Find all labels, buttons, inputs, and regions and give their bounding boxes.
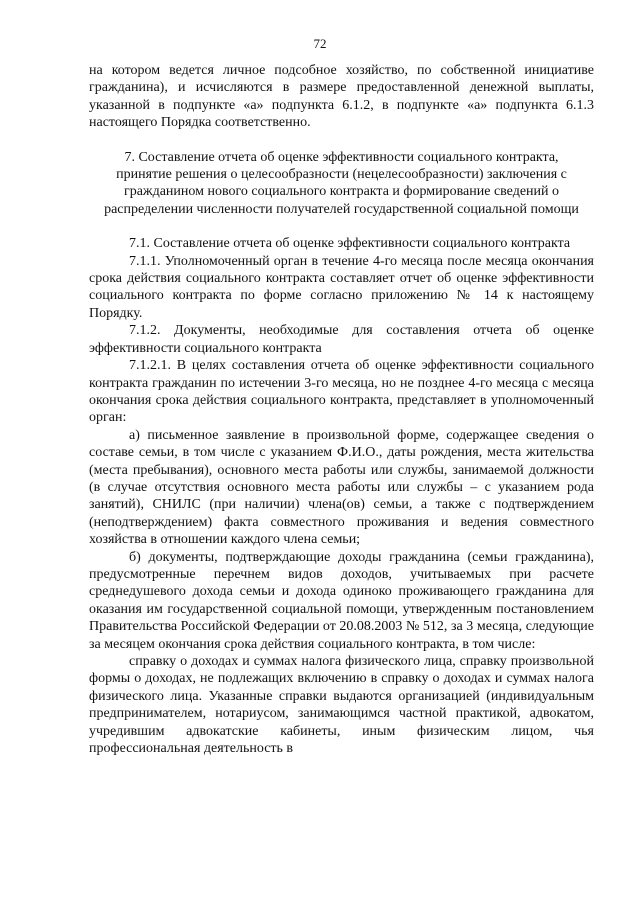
list-item-a: а) письменное заявление в произвольной форме, содержащее сведения о составе семьи, в том числе с указанием Ф.И.О., даты рождения, места жительства (места пребывания), основного места работы или службы, занимаемой должности (в случае отсутствия основного места работы или службы – с указанием рода занятий), СНИЛС (при наличии) члена(ов) семьи, а также с подтверждением (неподтверждением) факта совместного проживания и ведения совместного хозяйства в отношении каждого члена семьи; — [89, 427, 594, 548]
paragraph-7-1-2-1: 7.1.2.1. В целях составления отчета об оценке эффективности социального контракта гражданин по истечении 3-го месяца, но не позднее 4-го месяца с месяца окончания срока действия социального контракта, представляет в уполномоченный орган: — [89, 358, 594, 426]
subsection-7-1-heading: 7.1. Составление отчета об оценке эффективности социального контракта — [129, 236, 571, 252]
paragraph-continuation: на котором ведется личное подсобное хозяйство, по собственной инициативе гражданина), и исчисляются в размере предоставленной денежной выплаты, указанной в подпункте «а» подпункта 6.1.2, в подпункте «а» подпункта 6.1.3 настоящего Порядка соответственно. — [89, 63, 594, 131]
paragraph-7-1-1: 7.1.1. Уполномоченный орган в течение 4-го месяца после месяца окончания срока действия социального контракта составляет отчет об оценке эффективности социального контракта по форме согласно приложению № 14 к настоящему Порядку. — [89, 253, 594, 321]
section-7-heading: 7. Составление отчета об оценке эффективности социального контракта, принятие решения о целесообразности (нецелесообразности) заключения с гражданином нового социального контракта и формирование сведений о распределении численности получателей государственной социальной помощи — [104, 149, 579, 217]
paragraph-income-certificate: справку о доходах и суммах налога физического лица, справку произвольной формы о доходах, не подлежащих включению в справку о доходах и суммах налога физического лица. Указанные справки выдаются организацией (индивидуальным предпринимателем, нотариусом, занимающимся частной практикой, адвокатом, учредившим адвокатские кабинеты, иным физическим лицом, чья профессиональная деятельность в — [89, 654, 594, 757]
subsection-7-1-2-heading: 7.1.2. Документы, необходимые для составления отчета об оценке эффективности социального контракта — [89, 323, 594, 356]
document-body — [89, 62, 594, 757]
list-item-b: б) документы, подтверждающие доходы гражданина (семьи гражданина), предусмотренные перечнем видов доходов, учитываемых при расчете среднедушевого дохода семьи и дохода одиноко проживающего гражданина для оказания им государственной социальной помощи, утвержденным постановлением Правительства Российской Федерации от 20.08.2003 № 512, за 3 месяца, следующие за месяцем окончания срока действия социального контракта, в том числе: — [89, 549, 594, 652]
page-number: 72 — [313, 36, 327, 51]
